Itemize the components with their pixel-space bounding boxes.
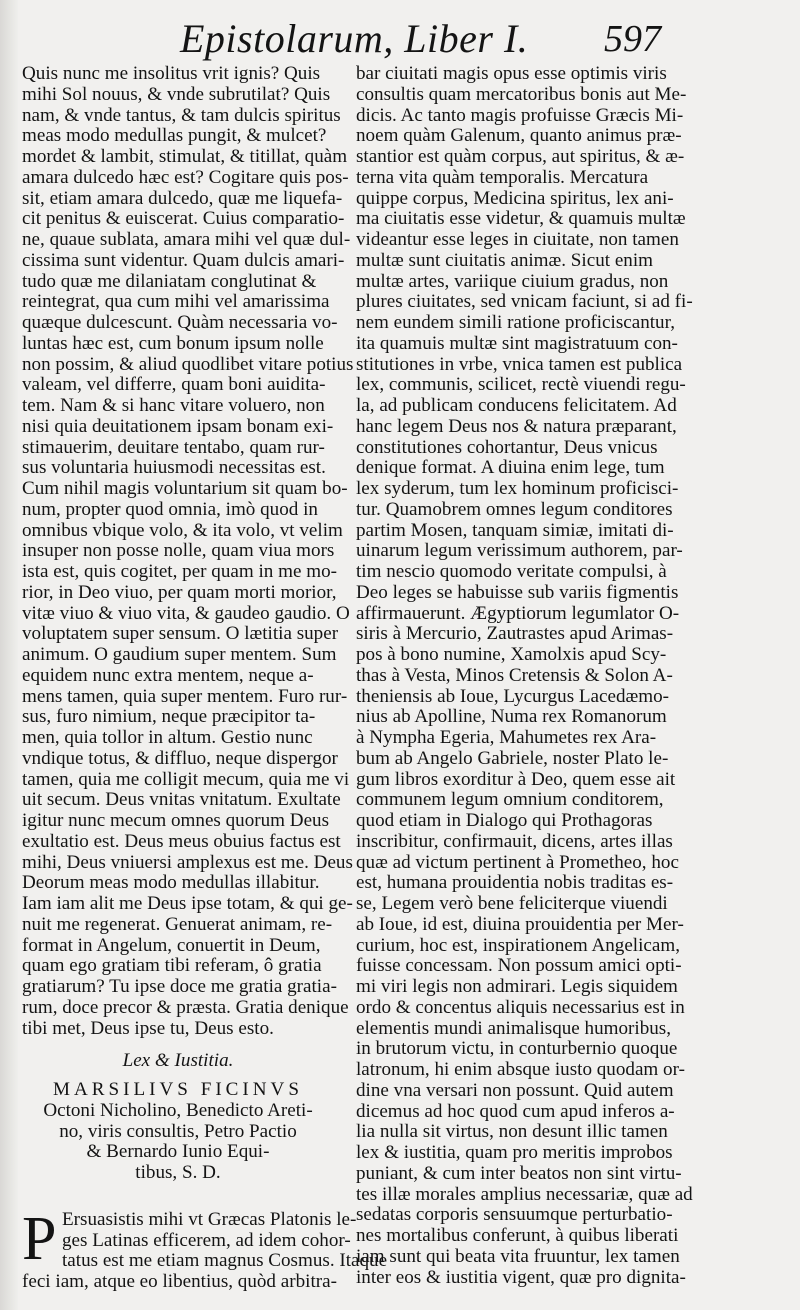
text-line: elementis mundi animalisque humoribus, [356, 1017, 672, 1039]
text-line: & Bernardo Iunio Equi- [86, 1141, 270, 1163]
text-line: animum. O gaudium super mentem. Sum [22, 644, 337, 665]
text-line: tur. Quamobrem omnes legum conditores [356, 498, 673, 520]
text-line: fuisse concessam. Non possum amici opti- [356, 955, 682, 977]
text-line: nam, & vnde tantus, & tam dulcis spiritus [22, 104, 341, 126]
text-line: tamen, quia me colligit mecum, quia me vi [22, 768, 350, 790]
page-header [0, 14, 800, 64]
text-line: nuit me regenerat. Genuerat animam, re- [22, 913, 333, 935]
text-line: in brutorum victu, in conturbernio quoque [356, 1038, 678, 1060]
text-line: tibus, S. D. [135, 1162, 221, 1183]
text-line: rum, doce precor & præsta. Gratia denique [22, 996, 349, 1018]
text-line: feci iam, atque eo libentius, quòd arbitra- [22, 1271, 337, 1292]
text-line: puniant, & cum inter beatos non sint virtu- [356, 1162, 682, 1184]
text-line: rior, in Deo viuo, per quam morti morior, [22, 581, 337, 603]
text-line: lia nulla sit virtus, non desunt illic tamen [356, 1121, 668, 1143]
text-line: quod etiam in Dialogo qui Prothagoras [356, 810, 653, 831]
text-line: nem eundem simili ratione proficiscantur, [356, 312, 675, 333]
text-line: mi viri legis non admirari. Legis siquidem [356, 976, 678, 997]
page-gutter-edge [0, 0, 18, 1310]
text-line: insuper non posse nolle, quam viua mors [22, 540, 335, 562]
text-line: ne, quaue sublata, amara mihi vel quæ dul- [22, 229, 351, 250]
text-line: quæ ad victum pertinent à Prometheo, hoc [356, 851, 679, 873]
text-line: luntas hæc est, cum bonum ipsum nolle [22, 332, 324, 354]
section-title: Lex & Iustitia. [122, 1050, 234, 1072]
text-line: inter eos & iustitia vigent, quæ pro dignita- [356, 1266, 686, 1288]
text-line: mihi Sol nouus, & vnde subrutilat? Quis [22, 83, 331, 105]
text-line: tes illæ morales amplius necessariæ, quæ ad [356, 1183, 693, 1205]
text-line: reintegrat, qua cum mihi vel amarissima [22, 291, 330, 313]
text-line: igitur nunc mecum omnes quorum Deus [22, 810, 330, 831]
text-line: equidem nunc extra mentem, neque a- [22, 664, 314, 686]
text-line: amara dulcedo hæc est? Cogitare quis pos- [22, 166, 349, 188]
text-line: ab Ioue, id est, diuina prouidentia per Mer- [356, 913, 684, 935]
text-line: hanc legem Deus nos & natura præparant, [356, 415, 677, 437]
text-line: est, humana prouidentia nobis traditas es- [356, 872, 674, 894]
text-line: stimauerim, deuitare tentabo, quam rur- [22, 436, 325, 458]
text-line: stantior est quàm corpus, aut spiritus, & æ- [356, 146, 685, 167]
letter-opening-lines [22, 1204, 388, 1293]
text-line: voluptatem super sensum. O lætitia super [22, 623, 339, 645]
text-line: uinarum legum verissimum authorem, par- [356, 540, 683, 562]
letter-opening [22, 1204, 388, 1293]
text-line: tatus est me etiam magnus Cosmus. Itaque [62, 1250, 388, 1272]
text-line: lex, communis, scilicet, rectè viuendi regu- [356, 374, 686, 396]
text-line: sedatas corporis sensuumque perturbatio- [356, 1204, 673, 1226]
text-line: theniensis ab Ioue, Lycurgus Lacedæmo- [356, 685, 670, 707]
text-line: nius ab Apolline, Numa rex Romanorum [356, 706, 667, 728]
right-column-body [356, 63, 693, 1288]
text-line: denique format. A diuina enim lege, tum [356, 457, 665, 479]
text-line: no, viris consultis, Petro Pactio [59, 1120, 297, 1142]
text-line: quæque dulcescunt. Quàm necessaria vo- [22, 312, 338, 333]
text-line: affirmauerunt. Ægyptiorum legumlator O- [356, 602, 680, 624]
text-line: ista est, quis cogitet, per quam in me mo- [22, 561, 337, 582]
text-line: quippe corpus, Medicina spiritus, lex ani- [356, 187, 674, 209]
text-line: mens tamen, quia super mentem. Furo rur- [22, 685, 348, 707]
author-name: MARSILIVS FICINVS [53, 1079, 303, 1100]
text-line: dicis. Ac tanto magis profuisse Græcis Mi- [356, 104, 684, 126]
text-line: cit penitus & euiscerat. Cuius comparatio- [22, 208, 345, 230]
addressee-block [22, 1101, 334, 1184]
text-line: à Nympha Egeria, Mahumetes rex Ara- [356, 727, 657, 748]
text-line: vndique totus, & diffluo, neque dispergor [22, 747, 338, 769]
text-line: siris à Mercurio, Zautrastes apud Arimas- [356, 623, 674, 645]
text-line: videantur esse leges in ciuitate, non tamen [356, 229, 679, 250]
text-line: meas modo medullas pungit, & mulcet? [22, 125, 327, 147]
text-line: num, propter quod omnia, imò quod in [22, 498, 318, 520]
text-line: thas à Vesta, Minos Cretensis & Solon A- [356, 664, 673, 686]
text-line: Cum nihil magis voluntarium sit quam bo- [22, 478, 348, 499]
text-line: stitutiones in vrbe, vnica tamen est publica [356, 353, 683, 375]
text-line: bum ab Angelo Gabriele, noster Plato le- [356, 747, 669, 769]
text-line: Quis nunc me insolitus vrit ignis? Quis [22, 63, 321, 84]
running-head: Epistolarum, Liber I. [180, 16, 529, 61]
text-line: sus, furo nimium, neque præcipitor ta- [22, 706, 316, 728]
text-line: nes mortalibus conferunt, à quibus liberati [356, 1225, 679, 1246]
text-line: constitutiones cohortantur, Deus vnicus [356, 436, 658, 458]
text-line: ita quamuis multæ sint magistratuum con- [356, 332, 678, 354]
text-line: consultis quam mercatoribus bonis aut Me- [356, 83, 687, 105]
text-line: Iam iam alit me Deus ipse totam, & qui ge- [22, 893, 353, 914]
text-line: gratiarum? Tu ipse doce me gratia gratia- [22, 976, 337, 997]
text-line: se, Legem verò bene feliciterque viuendi [356, 893, 668, 914]
text-line: Deorum meas modo medullas illabitur. [22, 872, 320, 894]
text-line: inscribitur, confirmauit, dicens, artes illas [356, 830, 673, 852]
text-line: dine vna versari non possunt. Quid autem [356, 1079, 674, 1101]
text-line: men, quia tollor in altum. Gestio nunc [22, 727, 313, 748]
text-line: tem. Nam & si hanc vitare voluero, non [22, 395, 325, 416]
text-line: ges Latinas efficerem, ad idem cohor- [62, 1229, 351, 1251]
text-line: communem legum omnium conditorem, [356, 789, 664, 811]
text-line: latronum, hi enim absque iusto quodam or- [356, 1059, 685, 1080]
text-line: partim Mosen, tanquam simiæ, imitati di- [356, 519, 674, 541]
left-column-body [22, 63, 354, 1039]
text-line: dicemus ad hoc quod cum apud inferos a- [356, 1100, 675, 1122]
text-line: iam sunt qui beata vita fruuntur, lex tamen [356, 1245, 680, 1267]
text-line: ma ciuitatis esse videtur, & quamuis multæ [356, 208, 686, 230]
text-line: Deo leges se habuisse sub variis figmentis [356, 581, 679, 603]
text-line: multæ artes, variique ciuium gradus, non [356, 270, 669, 292]
text-line: mihi, Deus vniuersi amplexus est me. Deus [22, 851, 353, 873]
text-line: multæ sunt ciuitatis animæ. Sicut enim [356, 249, 654, 271]
text-line: Octoni Nicholino, Benedicto Areti- [43, 1099, 313, 1121]
text-line: cissima sunt videntur. Quam dulcis amari- [22, 249, 345, 271]
text-line: gum libros exorditur à Deo, quem esse ait [356, 768, 676, 790]
text-line: format in Angelum, conuertit in Deum, [22, 934, 321, 956]
drop-cap: P [22, 1204, 57, 1273]
text-line: vitæ viuo & viuo vita, & gaudeo gaudio. O [22, 602, 350, 624]
text-line: pos à bono numine, Xamolxis apud Scy- [356, 644, 667, 665]
left-column [22, 63, 388, 1293]
text-line: ordo & concentus aliquis necessarius est in [356, 996, 685, 1018]
text-line: mordet & lambit, stimulat, & titillat, quàm [22, 146, 348, 167]
text-line: plures ciuitates, sed vnicam faciunt, si ad fi- [356, 291, 693, 313]
text-line: terna vita quàm temporalis. Mercatura [356, 166, 649, 188]
text-line: sus voluntaria huiusmodi necessitas est. [22, 457, 326, 479]
text-line: Ersuasistis mihi vt Græcas Platonis le- [62, 1208, 357, 1230]
page-number: 597 [604, 18, 661, 60]
text-line: valeam, vel differre, quam boni auidita- [22, 374, 326, 396]
text-line: omnibus vbique volo, & ita volo, vt velim [22, 519, 343, 541]
text-line: la, ad publicam conducens felicitatem. Ad [356, 395, 677, 416]
text-line: sit, etiam amara dulcedo, quæ me liquefa- [22, 187, 343, 209]
text-line: quam ego gratiam tibi referam, ô gratia [22, 955, 322, 977]
text-line: lex & iustitia, quam pro meritis improbos [356, 1142, 673, 1163]
text-line: lex syderum, tum lex hominum proficisci- [356, 478, 679, 499]
text-line: nisi quia deuitationem ipsam bonam exi- [22, 415, 334, 437]
text-line: curium, hoc est, inspirationem Angelicam, [356, 934, 680, 956]
text-line: tudo quæ me dilaniatam conglutinat & [22, 270, 317, 292]
right-column [356, 63, 693, 1288]
text-line: uit secum. Deus vnitas vnitatum. Exultate [22, 789, 341, 811]
text-line: non possim, & aliud quodlibet vitare potius [22, 353, 354, 375]
text-line: tibi met, Deus ipse tu, Deus esto. [22, 1017, 274, 1039]
text-line: tim nescio quomodo veritate compulsi, à [356, 561, 667, 582]
text-line: noem quàm Galenum, quanto animus præ- [356, 125, 682, 147]
text-line: bar ciuitati magis opus esse optimis viris [356, 63, 667, 84]
text-line: exultatio est. Deus meus obuius factus est [22, 830, 341, 852]
